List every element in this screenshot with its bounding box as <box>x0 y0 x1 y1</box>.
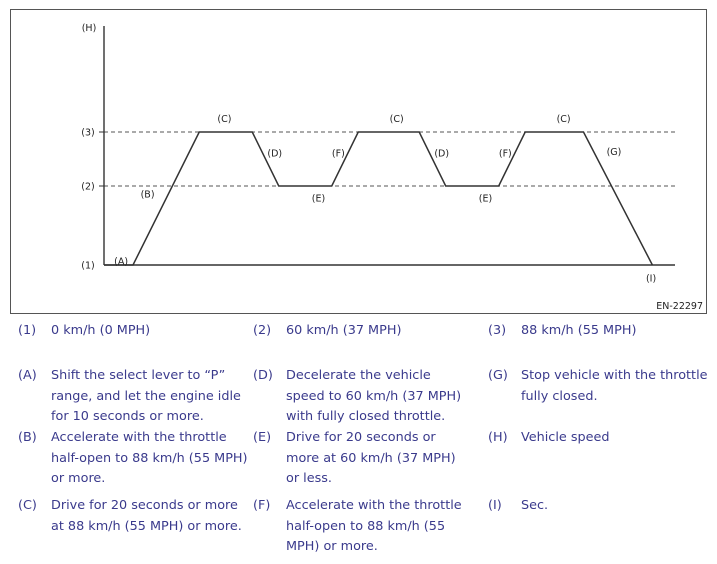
legend-text: 88 km/h (55 MPH) <box>521 323 637 338</box>
y-axis-label: (H) <box>81 23 97 34</box>
legend-text: Drive for 20 seconds or more at 60 km/h (37 MPH) or less. <box>286 430 456 486</box>
legend-text: Decelerate the vehicle speed to 60 km/h (37 MPH) with fully closed throttle. <box>286 368 462 424</box>
phase-label: (I) <box>645 273 657 285</box>
y-tick-label: (1) <box>81 260 95 272</box>
phase-label: (E) <box>311 193 326 205</box>
phase-label: (F) <box>498 148 512 160</box>
phase-label: (E) <box>478 193 493 205</box>
y-tick-label: (2) <box>81 181 95 193</box>
figure-id: EN-22297 <box>656 301 703 312</box>
phase-label: (F) <box>331 148 345 160</box>
phase-label: (A) <box>114 256 129 268</box>
phase-label: (D) <box>267 148 283 160</box>
legend-key: (E) <box>253 430 272 445</box>
y-tick-label: (3) <box>81 127 95 139</box>
legend-key: (H) <box>488 430 508 445</box>
legend-key: (F) <box>253 498 271 513</box>
legend-key: (3) <box>488 323 507 338</box>
phase-label: (C) <box>389 114 404 125</box>
legend-text: Drive for 20 seconds or more at 88 km/h (55 MPH) or more. <box>51 498 242 534</box>
legend-key: (A) <box>18 368 37 383</box>
phase-label: (D) <box>434 148 450 160</box>
phase-label: (C) <box>556 114 571 125</box>
phase-label: (B) <box>140 189 155 201</box>
legend-key: (I) <box>488 498 502 513</box>
legend-text: Vehicle speed <box>521 430 610 445</box>
phase-label: (G) <box>606 146 622 158</box>
legend-key: (1) <box>18 323 37 338</box>
legend-text: Stop vehicle with the throttle fully closed. <box>521 368 708 404</box>
legend-text: Shift the select lever to “P” range, and let the engine idle for 10 seconds or more. <box>51 368 241 424</box>
legend-key: (B) <box>18 430 37 445</box>
legend-key: (D) <box>253 368 273 383</box>
legend-text: Accelerate with the throttle half-open to 88 km/h (55 MPH) or more. <box>51 430 248 486</box>
phase-label: (C) <box>217 114 232 125</box>
legend-key: (2) <box>253 323 272 338</box>
legend-key: (C) <box>18 498 37 513</box>
legend-key: (G) <box>488 368 508 383</box>
legend-text: 0 km/h (0 MPH) <box>51 323 151 338</box>
legend-text: 60 km/h (37 MPH) <box>286 323 402 338</box>
legend-text: Accelerate with the throttle half-open to 88 km/h (55 MPH) or more. <box>286 498 462 554</box>
legend-text: Sec. <box>521 498 549 513</box>
